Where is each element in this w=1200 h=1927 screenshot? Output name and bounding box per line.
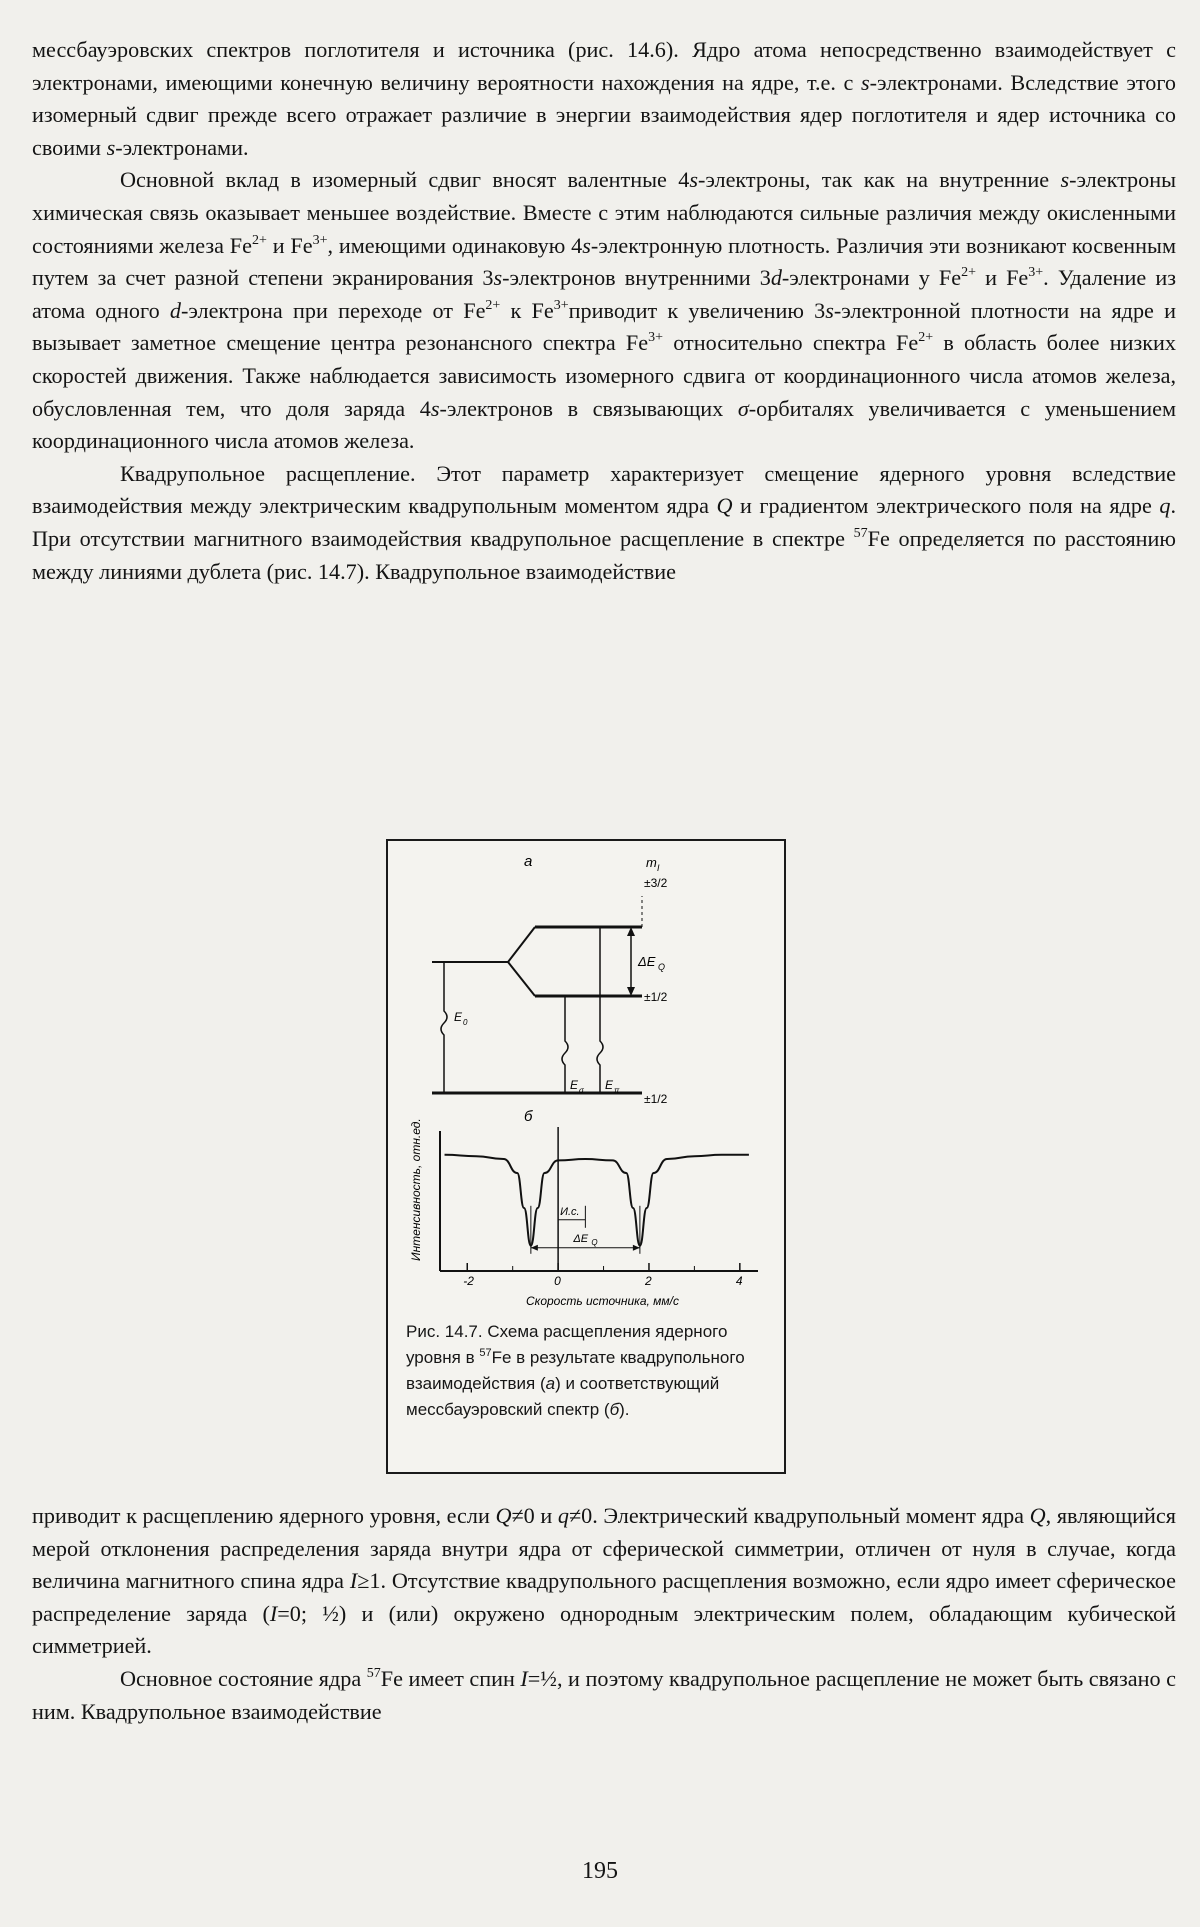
svg-text:ΔE: ΔE bbox=[637, 954, 656, 969]
level-1-2-label: ±1/2 bbox=[644, 990, 668, 1004]
svg-text:m: m bbox=[646, 855, 657, 870]
e-sigma-transition bbox=[562, 996, 568, 1093]
x-tick-label: 2 bbox=[644, 1274, 652, 1288]
x-tick-label: 4 bbox=[736, 1274, 743, 1288]
x-axis-label: Скорость источника, мм/с bbox=[526, 1294, 679, 1308]
e0-label bbox=[454, 1010, 468, 1027]
paragraph-1: мессбауэровских спектров поглотителя и источника (рис. 14.6). Ядро атома непосредственно взаимодействует с электронами, имеющими конечную величину вероятности нахождения на ядре, т.е. с s-электронами. Вследствие этого изомерный сдвиг прежде всего отражает различие в энергии взаимодействия ядер поглотителя и ядер источника со своими s-электронами. bbox=[32, 34, 1176, 164]
mi-label bbox=[646, 855, 660, 873]
svg-text:I: I bbox=[657, 863, 660, 873]
svg-text:E: E bbox=[570, 1078, 579, 1092]
level-3-2-label: ±3/2 bbox=[644, 876, 668, 890]
figure-14-7 bbox=[386, 839, 786, 1474]
y-axis-label: Интенсивность, отн.ед. bbox=[409, 1118, 423, 1261]
page-text-bottom bbox=[32, 1500, 1176, 1728]
svg-text:π: π bbox=[614, 1086, 620, 1095]
paragraph-5: Основное состояние ядра 57Fe имеет спин I=½, и поэтому квадрупольное расщепление не может быть связано с ним. Квадрупольное взаимодействие bbox=[32, 1663, 1176, 1728]
spectrum-line bbox=[445, 1155, 749, 1246]
svg-text:0: 0 bbox=[463, 1018, 468, 1027]
delta-eq-label bbox=[637, 954, 665, 972]
x-tick-label: 0 bbox=[554, 1274, 561, 1288]
isomer-shift-label: И.с. bbox=[560, 1206, 579, 1218]
svg-text:Q: Q bbox=[658, 962, 665, 972]
figure-caption: Рис. 14.7. Схема расщепления ядерного уровня в 57Fe в результате квадрупольного взаимодействия (а) и соответствующий мессбауэровский спектр (б). bbox=[406, 1319, 776, 1423]
delta-eq-spectrum-sub: Q bbox=[591, 1238, 597, 1247]
panel-a-label: а bbox=[524, 853, 532, 870]
split-line-upper bbox=[508, 927, 535, 962]
e0-transition bbox=[441, 962, 447, 1093]
page-text-top bbox=[32, 34, 1176, 588]
spectrum-chart bbox=[440, 1127, 758, 1288]
svg-text:E: E bbox=[454, 1010, 463, 1024]
e-pi-transition bbox=[597, 927, 603, 1093]
figure-diagram bbox=[388, 841, 784, 1311]
svg-text:E: E bbox=[605, 1078, 614, 1092]
paragraph-3: Квадрупольное расщепление. Этот параметр характеризует смещение ядерного уровня вследствие взаимодействия между электрическим квадрупольным моментом ядра Q и градиентом электрического поля на ядре q. При отсутствии магнитного взаимодействия квадрупольное расщепление в спектре 57Fe определяется по расстоянию между линиями дублета (рис. 14.7). Квадрупольное взаимодействие bbox=[32, 458, 1176, 588]
panel-b-label: б bbox=[524, 1108, 533, 1125]
split-line-lower bbox=[508, 962, 535, 996]
delta-eq-spectrum-label: ΔE bbox=[572, 1233, 588, 1245]
paragraph-4: приводит к расщеплению ядерного уровня, если Q≠0 и q≠0. Электрический квадрупольный момент ядра Q, являющийся мерой отклонения распределения заряда внутри ядра от сферической симметрии, отличен от нуля в случае, когда величина магнитного спина ядра I≥1. Отсутствие квадрупольного расщепления возможно, если ядро имеет сферическое распределение заряда (I=0; ½) и (или) окружено однородным электрическим полем, обладающим кубической симметрией. bbox=[32, 1500, 1176, 1663]
svg-text:σ: σ bbox=[579, 1086, 585, 1095]
page-number: 195 bbox=[560, 1858, 640, 1885]
paragraph-2: Основной вклад в изомерный сдвиг вносят валентные 4s-электроны, так как на внутренние s-электроны химическая связь оказывает меньшее воздействие. Вместе с этим наблюдаются сильные различия между окисленными состояниями железа Fe2+ и Fe3+, имеющими одинаковую 4s-электронную плотность. Различия эти возникают косвенным путем за счет разной степени экранирования 3s-электронов внутренними 3d-электронами у Fe2+ и Fe3+. Удаление из атома одного d-электрона при переходе от Fe2+ к Fe3+приводит к увеличению 3s-электронной плотности на ядре и вызывает заметное смещение центра резонансного спектра Fe3+ относительно спектра Fe2+ в область более низких скоростей движения. Также наблюдается зависимость изомерного сдвига от координационного числа атомов железа, обусловленная тем, что доля заряда 4s-электронов в связывающих σ-орбиталях увеличивается с уменьшением координационного числа атомов железа. bbox=[32, 164, 1176, 457]
ground-level-label: ±1/2 bbox=[644, 1092, 668, 1106]
x-tick-label: -2 bbox=[463, 1274, 474, 1288]
